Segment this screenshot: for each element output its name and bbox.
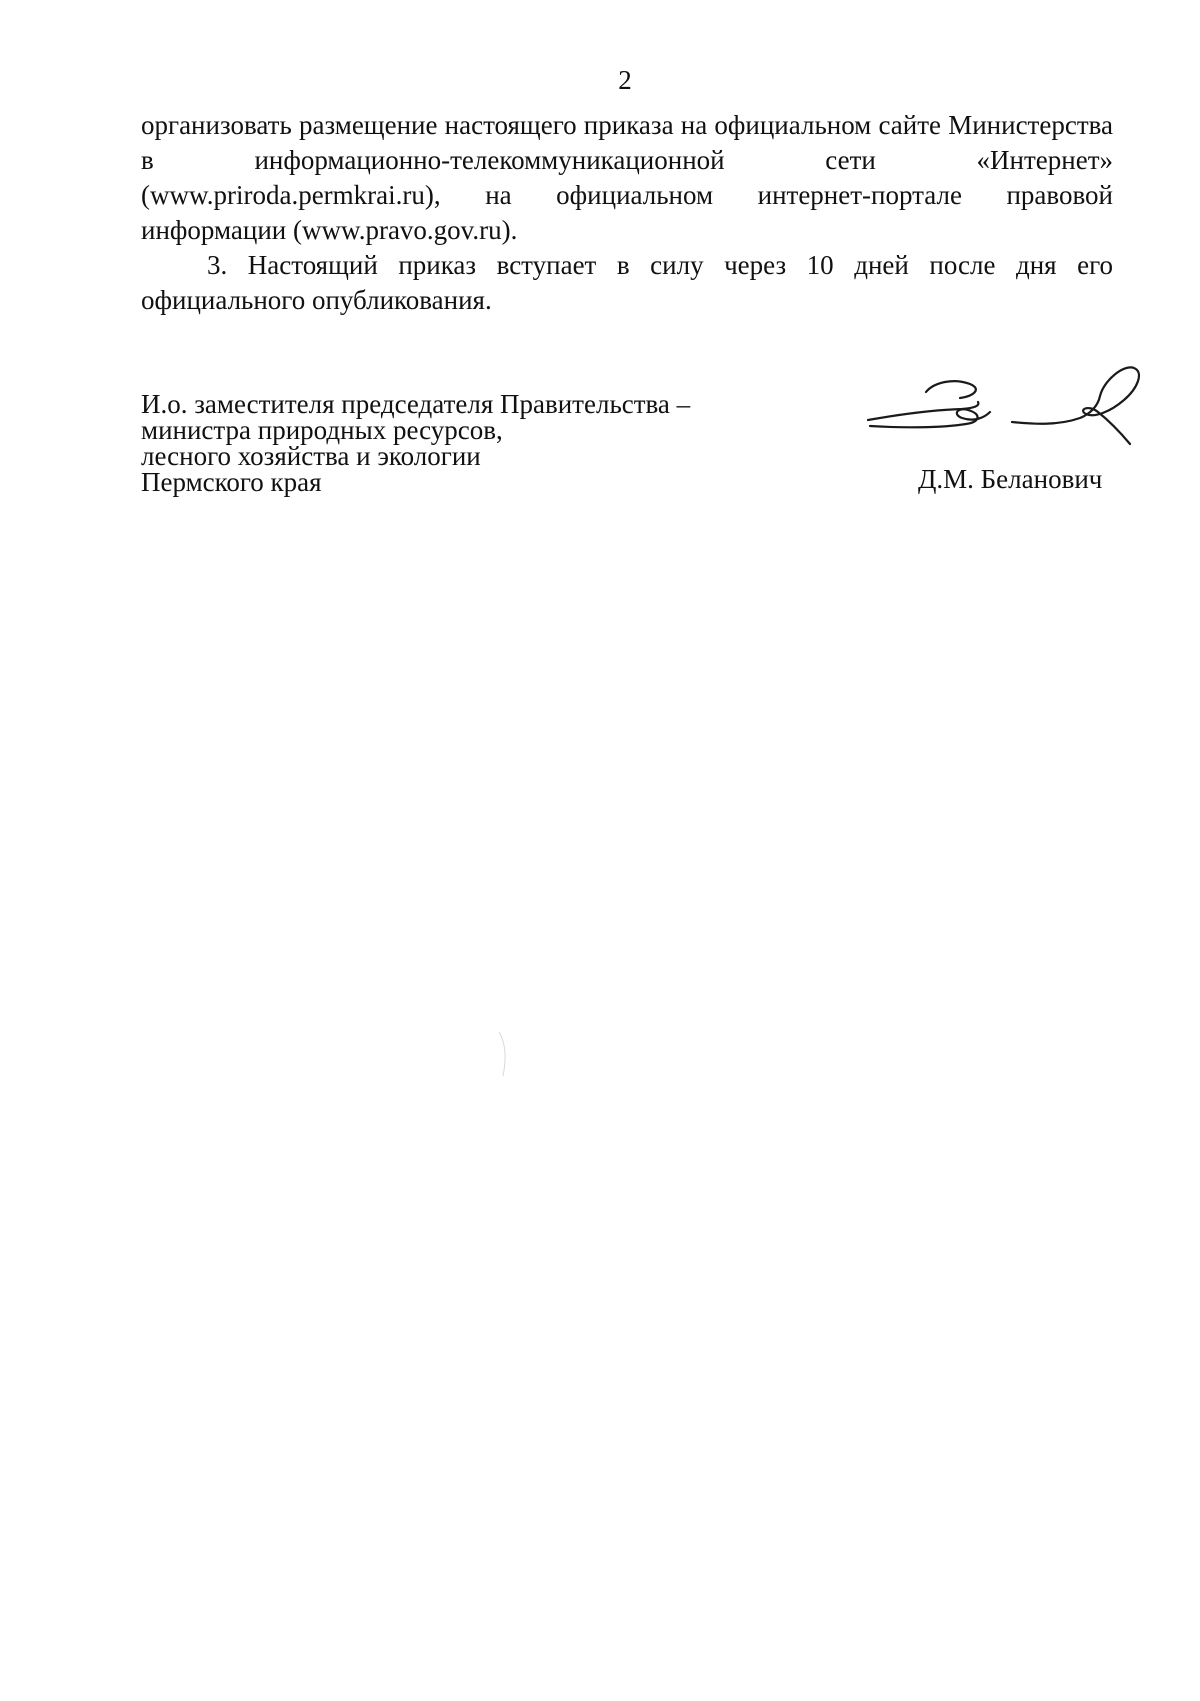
document-body xyxy=(141,108,1113,318)
signer-name: Д.М. Беланович xyxy=(918,464,1103,494)
paragraph-publication: организовать размещение настоящего приказа на официальном сайте Министерства в информационно-телекоммуникационной сети «Интернет» (www.priroda.permkrai.ru), на официальном интернет-портале правовой информации (www.pravo.gov.ru). xyxy=(141,110,1113,245)
signatory-position xyxy=(141,391,761,495)
scan-artifact xyxy=(497,1030,509,1080)
signatory-position-line: министра природных ресурсов, xyxy=(141,415,503,445)
handwritten-signature xyxy=(862,362,1152,467)
page-number: 2 xyxy=(618,65,632,95)
signatory-position-line: И.о. заместителя председателя Правительства – xyxy=(141,389,691,419)
signatory-position-line: Пермского края xyxy=(141,467,322,497)
signatory-position-line: лесного хозяйства и экологии xyxy=(141,441,481,471)
paragraph-effective-date: 3. Настоящий приказ вступает в силу через 10 дней после дня его официального опубликования. xyxy=(141,250,1113,315)
